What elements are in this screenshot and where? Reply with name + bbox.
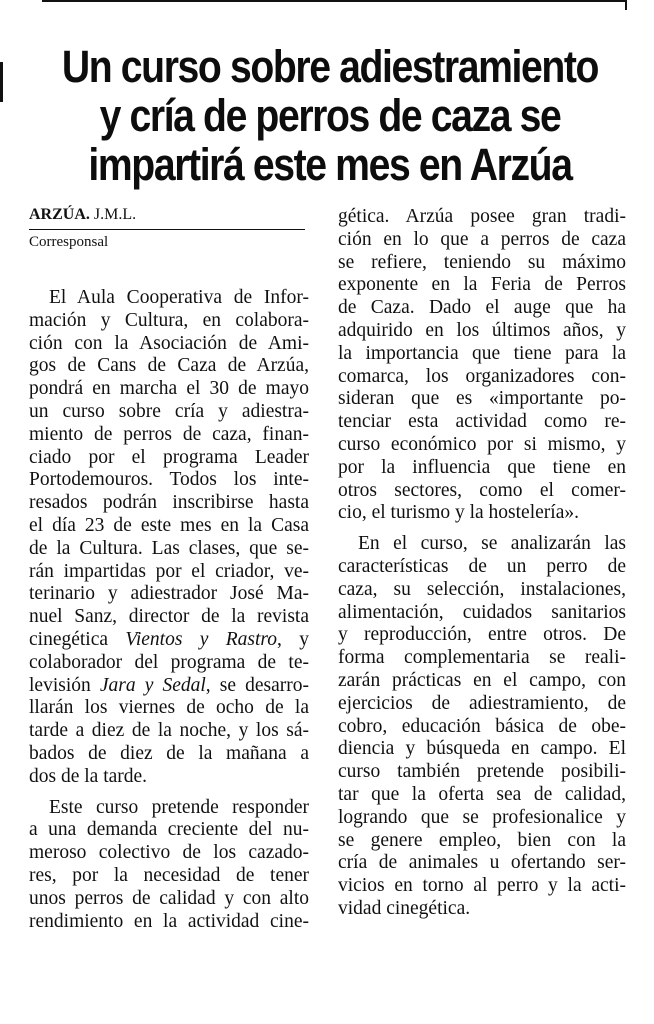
byline-divider <box>29 229 305 230</box>
page-edge-marker <box>0 62 3 102</box>
text-line: Este curso pretende responder <box>49 796 309 818</box>
text-line: y reproducción, entre otros. De <box>338 624 626 646</box>
text-line: dos de la tarde. <box>29 765 148 787</box>
text-line: unos perros de calidad y con alto <box>29 887 309 909</box>
text-line: se refiere, teniendo su máximo <box>338 251 626 273</box>
text-line: zarán prácticas en el campo, con <box>338 669 626 691</box>
text-line: por la influencia que tiene en <box>338 456 626 478</box>
byline-role: Corresponsal <box>29 234 109 250</box>
text-line: adquirido en los últimos años, y <box>338 319 626 341</box>
text-line: gos de Cans de Caza de Arzúa, <box>29 355 309 377</box>
article-column-right <box>338 206 626 921</box>
top-rule <box>42 0 627 2</box>
text-line: ción con la Asociación de Ami- <box>29 332 309 354</box>
text-line: ejercicios de adiestramiento, de <box>338 692 626 714</box>
text-line: rán impartidas por el criador, ve- <box>29 560 309 582</box>
text-line: diencia y búsqueda en campo. El <box>338 738 626 760</box>
text-line: exponente en la Feria de Perros <box>338 274 626 296</box>
text-line: mación y Cultura, en colabora- <box>29 309 309 331</box>
byline-author: J.M.L. <box>93 206 137 223</box>
text-line: bados de diez de la mañana a <box>29 742 309 764</box>
text-line: sideran que es «importante po- <box>338 388 626 410</box>
text-line: res, por la necesidad de tener <box>29 864 309 886</box>
text-line: de Caza. Dado el auge que ha <box>338 297 626 319</box>
text-line: logrando que se profesionalice y <box>338 806 626 828</box>
column-rule <box>625 0 627 10</box>
text-line: ciado por el programa Leader <box>29 446 309 468</box>
text-line <box>29 629 309 652</box>
headline-line: y cría de perros de caza se <box>99 90 561 141</box>
text-line: forma complementaria se reali- <box>338 647 626 669</box>
byline-place: ARZÚA. <box>29 206 90 223</box>
text-line: cobro, educación básica de obe- <box>338 715 626 737</box>
text-line: comarca, los organizadores con- <box>338 365 626 387</box>
text-line: tar que la oferta sea de calidad, <box>338 783 626 805</box>
headline-line: Un curso sobre adiestramiento <box>61 41 599 92</box>
text-line: pondrá en marcha el 30 de mayo <box>29 378 309 400</box>
text-line: características de un perro de <box>338 555 626 577</box>
text-line: de la Cultura. Las clases, que se- <box>29 537 309 559</box>
text-line: terinario y adiestrador José Ma- <box>29 583 309 605</box>
text-line: alimentación, cuidados sanitarios <box>338 601 626 623</box>
text-line: tenciar esta actividad como re- <box>338 411 626 433</box>
text-line: Portodemouros. Todos los inte- <box>29 469 309 491</box>
text-line: colaborador del programa de te- <box>29 651 309 673</box>
text-line: otros sectores, como el comer- <box>338 479 626 501</box>
headline-line: impartirá este mes en Arzúa <box>88 139 572 190</box>
text-line: llarán los viernes de ocho de la <box>29 697 309 719</box>
text-line: cio, el turismo y la hostelería». <box>338 502 579 524</box>
text-line: tarde a diez de la noche, y los sá- <box>29 720 309 742</box>
text-line: El Aula Cooperativa de Infor- <box>49 287 309 308</box>
text-line: gética. Arzúa posee gran tradi- <box>338 206 626 227</box>
text-line: ción en lo que a perros de caza <box>338 228 626 250</box>
text-fragment: , se desarro- <box>205 674 310 696</box>
text-line: En el curso, se analizarán las <box>358 533 626 555</box>
text-line: miento de perros de caza, finan- <box>29 423 309 445</box>
text-line: la importancia que tiene para la <box>338 342 626 364</box>
text-line: curso también pretende posibili- <box>338 761 626 783</box>
text-fragment: , y <box>277 628 310 650</box>
magazine-title: Vientos y Rastro <box>125 628 278 650</box>
text-line: a una demanda creciente del nu- <box>29 819 309 841</box>
text-line: un curso sobre cría y adiestra- <box>29 400 309 422</box>
text-line: resados podrán inscribirse hasta <box>29 492 309 514</box>
text-line <box>29 675 309 698</box>
text-line: curso económico por si mismo, y <box>338 433 626 455</box>
article-column-left <box>29 287 309 933</box>
text-line: se genere empleo, bien con la <box>338 829 626 851</box>
text-line: vicios en torno al perro y la acti- <box>338 875 626 897</box>
byline <box>29 205 305 252</box>
text-line: nuel Sanz, director de la revista <box>29 606 309 628</box>
tv-program-title: Jara y Sedal <box>99 674 206 696</box>
text-fragment: cinegética <box>29 628 109 650</box>
text-line: rendimiento en la actividad cine- <box>29 910 309 932</box>
text-line: cría de animales u ofertando ser- <box>338 852 626 874</box>
text-line: vidad cinegética. <box>338 897 471 919</box>
text-line: meroso colectivo de los cazado- <box>29 842 309 864</box>
text-line: el día 23 de este mes en la Casa <box>29 514 309 536</box>
text-fragment: levisión <box>29 674 91 696</box>
headline <box>52 42 609 189</box>
text-line: caza, su selección, instalaciones, <box>338 578 626 600</box>
